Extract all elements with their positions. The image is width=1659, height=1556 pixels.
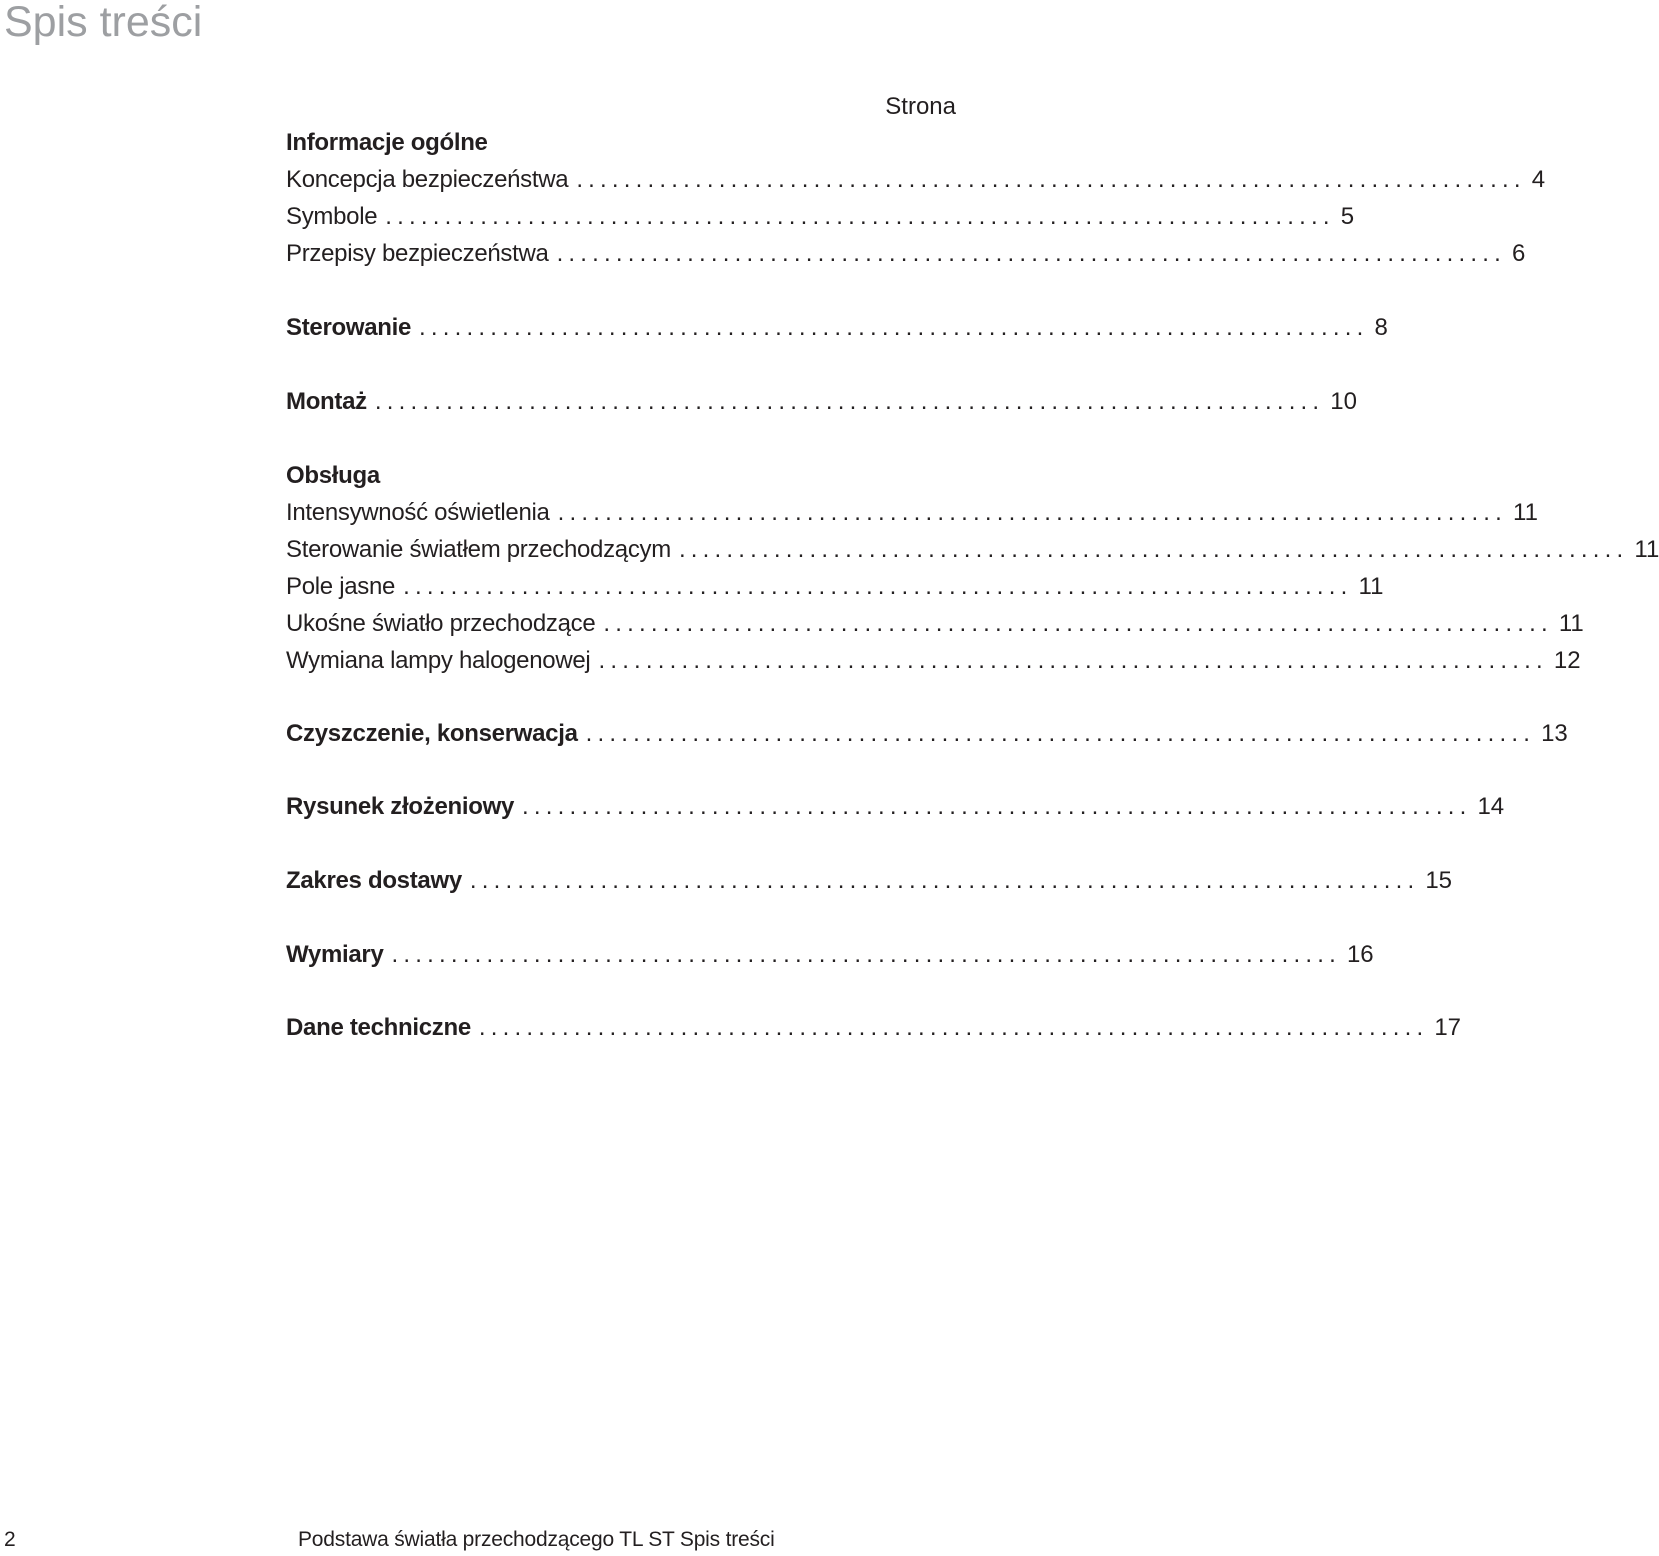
toc-entry-wymiana-lampy[interactable] <box>286 643 1581 679</box>
toc-entry-page: 8 <box>1374 314 1388 341</box>
toc-entry-label: Przepisy bezpieczeństwa <box>286 240 549 267</box>
toc-entry-label: Sterowanie światłem przechodzącym <box>286 536 671 563</box>
toc-entry-ukosne-swiatlo[interactable] <box>286 606 1584 642</box>
toc-entry-label: Koncepcja bezpieczeństwa <box>286 166 569 193</box>
dot-leader: ................................................................................ <box>603 610 1553 637</box>
toc-entry-label: Zakres dostawy <box>286 867 462 894</box>
toc-entry-label: Wymiary <box>286 941 384 968</box>
toc-entry-rysunek-zlozeniowy[interactable] <box>286 789 1505 825</box>
page-footer <box>0 1524 960 1556</box>
dot-leader: ................................................................................ <box>419 314 1369 341</box>
toc-entry-pole-jasne[interactable] <box>286 569 1384 605</box>
section-heading-obsluga: Obsługa <box>286 462 380 489</box>
footer-document-title: Podstawa światła przechodzącego TL ST Spis treści <box>298 1528 775 1551</box>
toc-entry-label: Montaż <box>286 388 367 415</box>
toc-entry-symbole[interactable] <box>286 199 1355 235</box>
dot-leader: ................................................................................ <box>469 867 1420 894</box>
toc-entry-page: 11 <box>1513 499 1538 526</box>
toc-entry-page: 15 <box>1425 867 1453 894</box>
toc-entry-page: 11 <box>1358 573 1384 600</box>
toc-entry-label: Sterowanie <box>286 314 412 341</box>
toc-entry-wymiary[interactable] <box>286 937 1374 973</box>
toc-entry-page: 6 <box>1512 240 1526 267</box>
toc-entry-page: 4 <box>1531 166 1546 193</box>
toc-entry-page: 13 <box>1541 720 1568 747</box>
dot-leader: ................................................................................ <box>557 499 1508 526</box>
dot-leader: ................................................................................ <box>522 793 1472 820</box>
toc-entry-przepisy-bezpieczenstwa[interactable] <box>286 236 1526 272</box>
dot-leader: ................................................................................ <box>385 203 1335 230</box>
toc-entry-page: 12 <box>1553 647 1581 674</box>
toc-entry-page: 17 <box>1434 1014 1462 1041</box>
toc-entry-label: Czyszczenie, konserwacja <box>286 720 578 747</box>
toc-entry-montaz[interactable] <box>286 384 1357 420</box>
dot-leader: ................................................................................ <box>374 388 1325 415</box>
toc-entry-page: 5 <box>1340 203 1355 230</box>
toc-entry-sterowanie[interactable] <box>286 310 1388 346</box>
page-title: Spis treści <box>4 0 203 46</box>
toc-entry-label: Ukośne światło przechodzące <box>286 610 596 637</box>
toc-entry-label: Dane techniczne <box>286 1014 471 1041</box>
dot-leader: ................................................................................ <box>478 1014 1429 1041</box>
page-column-header: Strona <box>885 93 956 120</box>
toc-entry-dane-techniczne[interactable] <box>286 1010 1462 1046</box>
toc-entry-intensywnosc-oswietlenia[interactable] <box>286 495 1538 531</box>
toc-entry-czyszczenie[interactable] <box>286 716 1568 752</box>
toc-entry-koncepcja-bezpieczenstwa[interactable] <box>286 162 1546 198</box>
dot-leader: ................................................................................ <box>576 166 1526 193</box>
footer-page-number: 2 <box>4 1528 16 1551</box>
toc-entry-sterowanie-swiatlem[interactable] <box>286 532 1659 568</box>
toc-entry-page: 14 <box>1477 793 1505 820</box>
toc-entry-page: 11 <box>1558 610 1584 637</box>
dot-leader: ................................................................................ <box>556 240 1506 267</box>
dot-leader: ................................................................................ <box>391 941 1341 968</box>
toc-entry-zakres-dostawy[interactable] <box>286 863 1453 899</box>
dot-leader: ................................................................................ <box>598 647 1548 674</box>
toc-entry-label: Rysunek złożeniowy <box>286 793 514 820</box>
toc-entry-label: Intensywność oświetlenia <box>286 499 550 526</box>
toc-entry-page: 10 <box>1330 388 1357 415</box>
toc-entry-label: Pole jasne <box>286 573 396 600</box>
section-heading-informacje-ogolne: Informacje ogólne <box>286 129 488 156</box>
toc-entry-label: Symbole <box>286 203 378 230</box>
dot-leader: ................................................................................ <box>585 720 1536 747</box>
toc-entry-page: 11 <box>1634 536 1659 563</box>
dot-leader: ................................................................................ <box>403 573 1353 600</box>
dot-leader: ................................................................................ <box>678 536 1629 563</box>
toc-entry-label: Wymiana lampy halogenowej <box>286 647 591 674</box>
toc-entry-page: 16 <box>1346 941 1374 968</box>
